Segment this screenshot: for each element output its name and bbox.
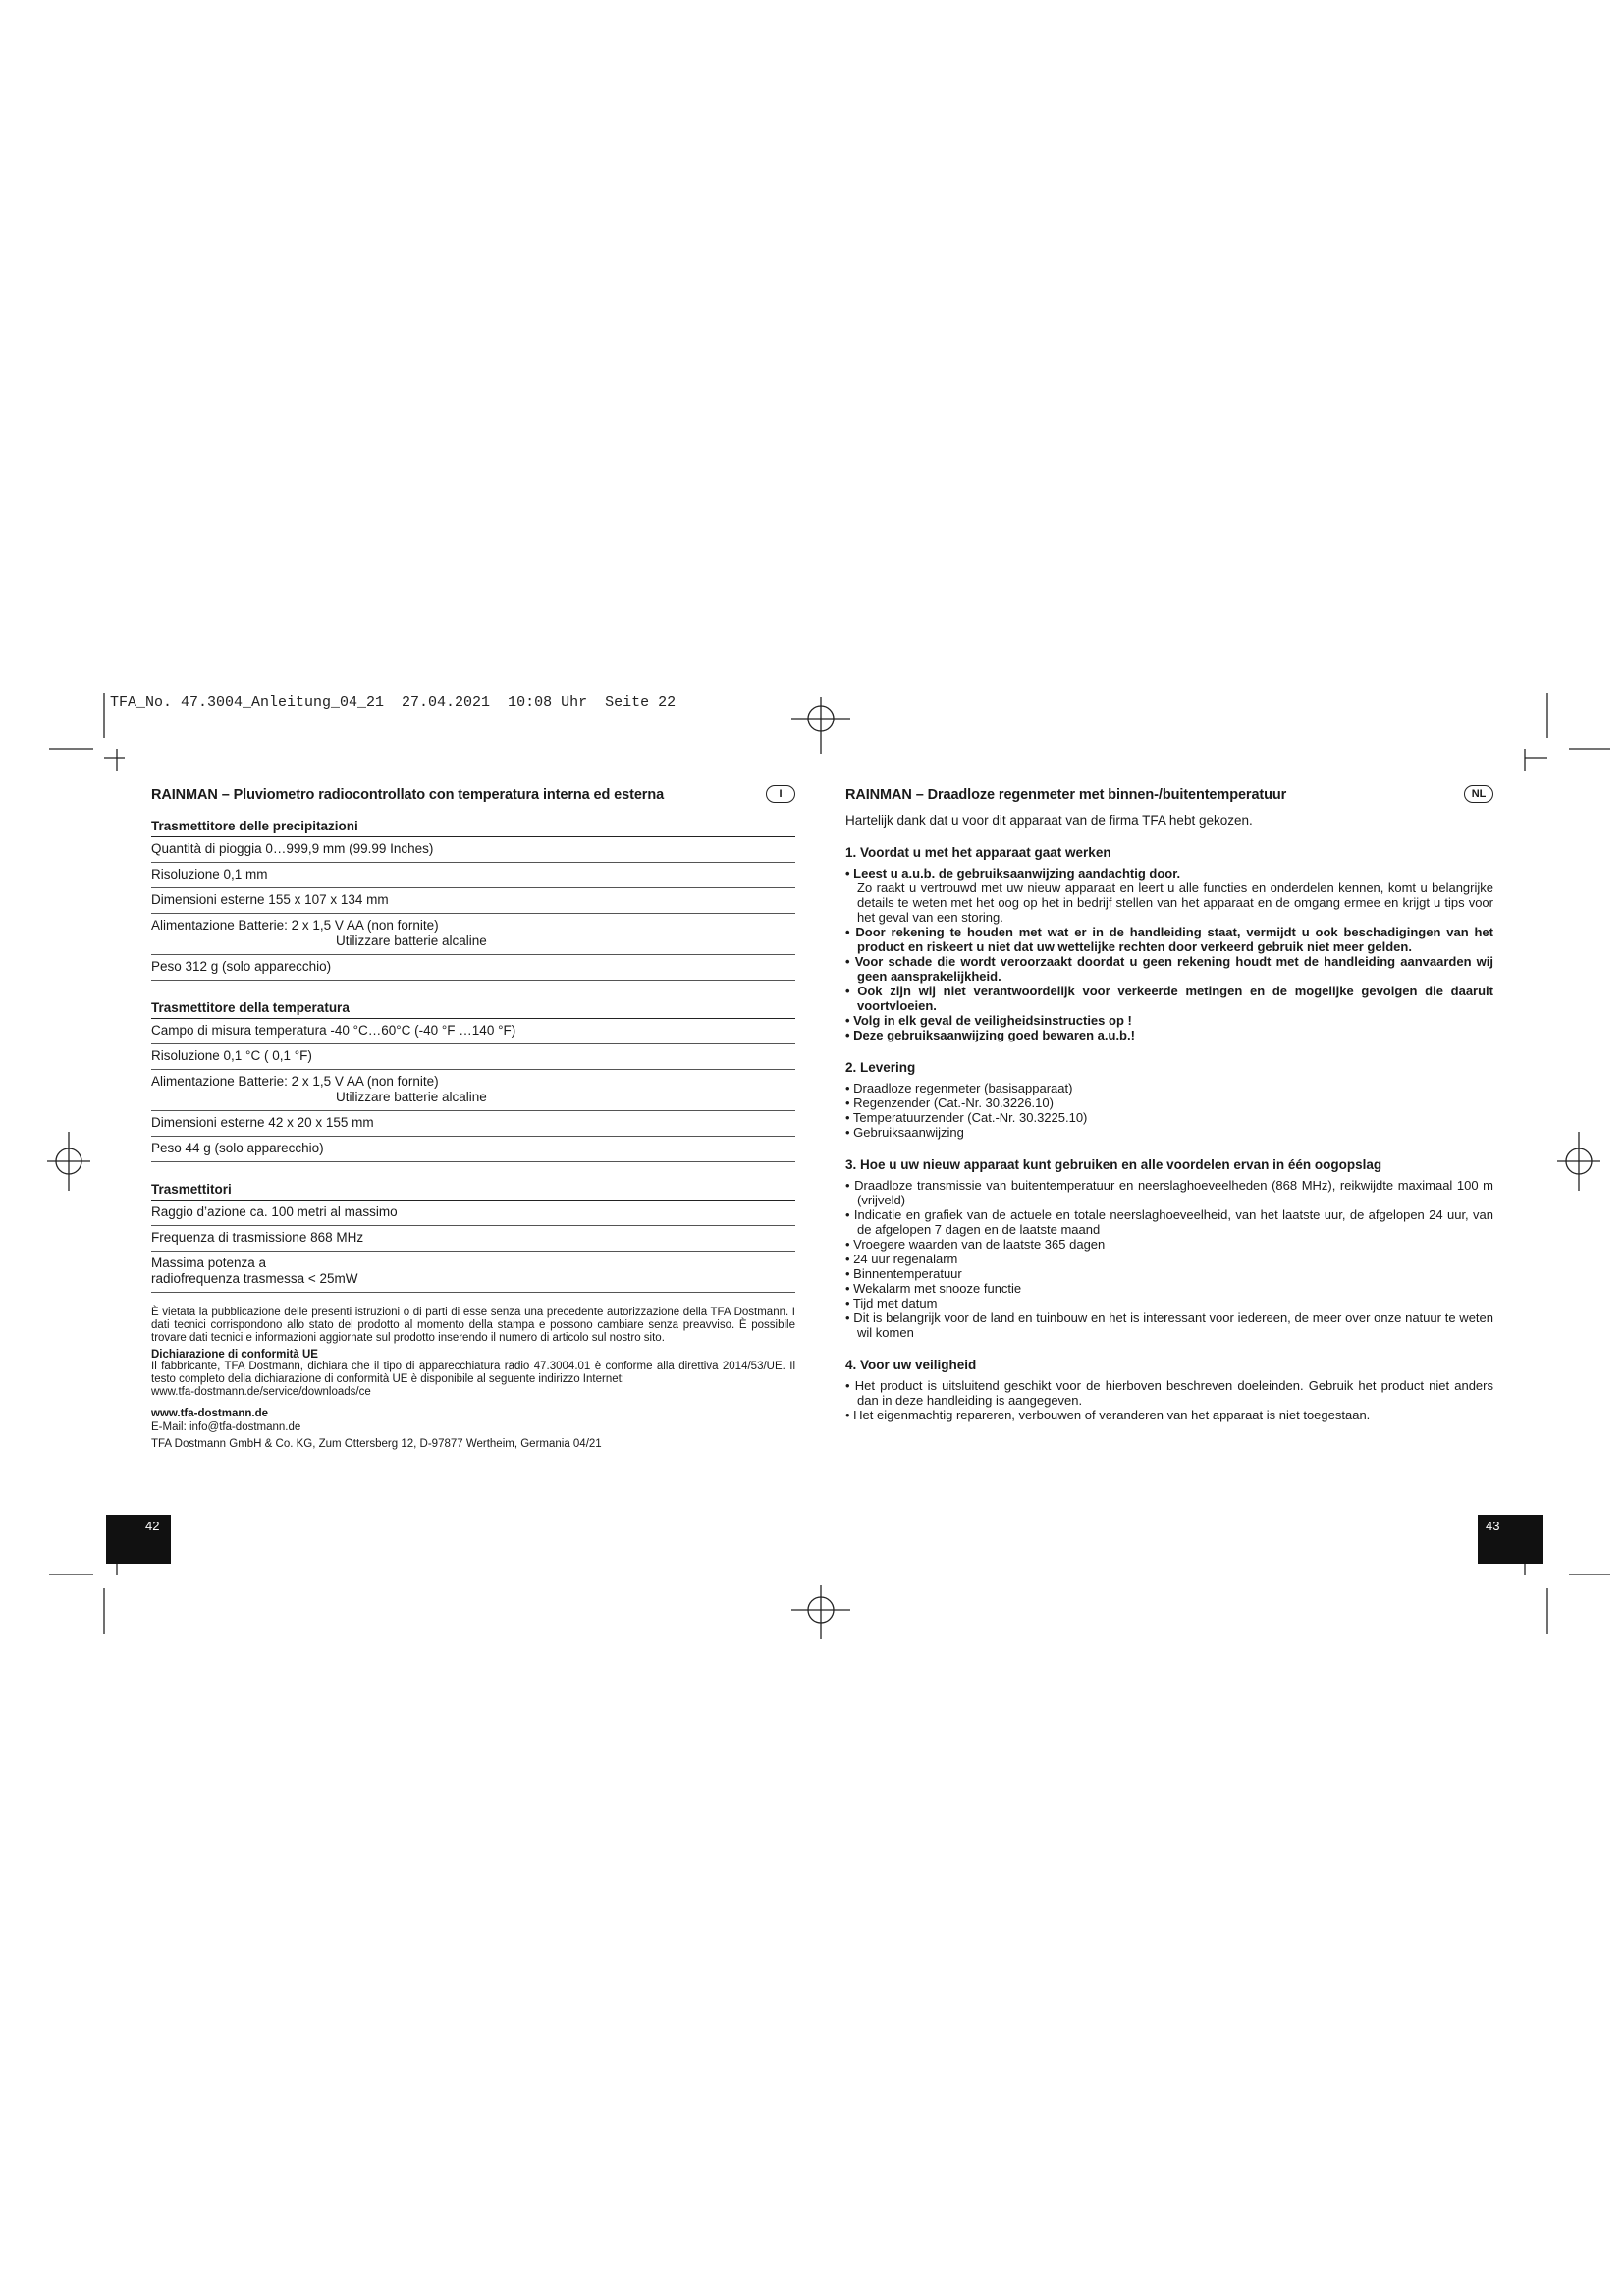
list-item: • Volg in elk geval de veiligheidsinstructies op ! <box>845 1013 1132 1028</box>
page-number: 43 <box>1486 1519 1500 1533</box>
legal-note: È vietata la pubblicazione delle presenti istruzioni o di parti di esse senza una precedente autorizzazione della TFA Dostmann. I dati tecnici corrispondono allo stato del prodotto al momento della stampa e possono cambiare senza preavviso. È possibile trovare dati tecnici e informazioni aggiornate sul prodotto inserendo il numero di articolo sul nostro sito. <box>151 1307 795 1344</box>
spec-row: Peso 44 g (solo apparecchio) <box>151 1137 795 1162</box>
spec-row: Dimensioni esterne 42 x 20 x 155 mm <box>151 1111 795 1137</box>
spec-row: Peso 312 g (solo apparecchio) <box>151 955 795 981</box>
list-item: • Regenzender (Cat.-Nr. 30.3226.10) <box>845 1095 1054 1110</box>
list-item: • Leest u a.u.b. de gebruiksaanwijzing aandachtig door. Zo raakt u vertrouwd met uw nieuw apparaat en leert u alle functies en onderdelen kennen, komt u belangrijke details te weten met het oog op het in bedrijf stellen van het apparaat en de omgang ermee en krijgt u tips voor het geval van een storing. <box>845 866 1493 925</box>
section-heading: Trasmettitore delle precipitazioni <box>151 819 795 837</box>
email-link[interactable]: E-Mail: info@tfa-dostmann.de <box>151 1421 301 1433</box>
spec-row: Risoluzione 0,1 °C ( 0,1 °F) <box>151 1044 795 1070</box>
page-number: 42 <box>145 1519 160 1533</box>
dutch-column <box>845 787 1493 1422</box>
list-item: • Vroegere waarden van de laatste 365 dagen <box>845 1237 1106 1252</box>
spec-row: Quantità di pioggia 0…999,9 mm (99.99 Inches) <box>151 837 795 863</box>
list-item: • Ook zijn wij niet verantwoordelijk voor verkeerde metingen en de mogelijke gevolgen die daaruit voortvloeien. <box>845 984 1493 1013</box>
list-item: • Binnentemperatuur <box>845 1266 962 1281</box>
list-item: • Gebruiksaanwijzing <box>845 1125 964 1140</box>
list-item: • Draadloze transmissie van buitentemperatuur en neerslaghoeveelheden (868 MHz), reikwijdte maximaal 100 m (vrijveld) <box>845 1178 1493 1207</box>
italian-title: RAINMAN – Pluviometro radiocontrollato con temperatura interna ed esterna I <box>151 787 795 809</box>
section-heading: Trasmettitori <box>151 1182 795 1201</box>
list-item: • Deze gebruiksaanwijzing goed bewaren a.u.b.! <box>845 1028 1135 1042</box>
list-item: • Wekalarm met snooze functie <box>845 1281 1022 1296</box>
list-item: • Voor schade die wordt veroorzaakt doordat u geen rekening houdt met de handleiding aanvaarden wij geen aansprakelijkheid. <box>845 954 1493 984</box>
section-heading: Trasmettitore della temperatura <box>151 1000 795 1019</box>
list-item: • Temperatuurzender (Cat.-Nr. 30.3225.10) <box>845 1110 1088 1125</box>
spec-row: Alimentazione Batterie: 2 x 1,5 V AA (non fornite) Utilizzare batterie alcaline <box>151 1070 795 1111</box>
website-link[interactable]: www.tfa-dostmann.de <box>151 1408 269 1419</box>
list-item: • Het product is uitsluitend geschikt voor de hierboven beschreven doeleinden. Gebruik het product niet anders dan in deze handleiding is aangegeven. <box>845 1378 1493 1408</box>
conformity-text: Il fabbricante, TFA Dostmann, dichiara che il tipo di apparecchiatura radio 47.3004.01 è conforme alla direttiva 2014/53/UE. Il testo completo della dichiarazione di conformità UE è disponibile al seguente indirizzo Internet: <box>151 1361 795 1385</box>
print-slug: TFA_No. 47.3004_Anleitung_04_21 27.04.2021 10:08 Uhr Seite 22 <box>110 694 677 711</box>
company-address: TFA Dostmann GmbH & Co. KG, Zum Ottersberg 12, D-97877 Wertheim, Germania 04/21 <box>151 1438 602 1450</box>
section-heading: 1. Voordat u met het apparaat gaat werken <box>845 845 1111 860</box>
page-number-box-left <box>106 1515 171 1564</box>
spec-row: Massima potenza a radiofrequenza trasmessa < 25mW <box>151 1252 795 1293</box>
language-badge: NL <box>1464 785 1493 803</box>
list-item: • 24 uur regenalarm <box>845 1252 958 1266</box>
section-heading: 3. Hoe u uw nieuw apparaat kunt gebruiken en alle voordelen ervan in één oogopslag <box>845 1157 1382 1172</box>
list-item: • Indicatie en grafiek van de actuele en totale neerslaghoeveelheid, van het laatste uur, de afgelopen 24 uur, van de afgelopen 7 dagen en de laatste maand <box>845 1207 1493 1237</box>
section-heading: 4. Voor uw veiligheid <box>845 1358 977 1372</box>
language-badge: I <box>766 785 795 803</box>
spec-row: Dimensioni esterne 155 x 107 x 134 mm <box>151 888 795 914</box>
list-item: • Het eigenmachtig repareren, verbouwen of veranderen van het apparaat is niet toegestaan. <box>845 1408 1371 1422</box>
spec-row: Frequenza di trasmissione 868 MHz <box>151 1226 795 1252</box>
list-item: • Dit is belangrijk voor de land en tuinbouw en het is interessant voor iedereen, de meer over onze natuur te weten wil komen <box>845 1310 1493 1340</box>
spec-row: Campo di misura temperatura -40 °C…60°C (-40 °F …140 °F) <box>151 1019 795 1044</box>
spec-row: Risoluzione 0,1 mm <box>151 863 795 888</box>
italian-column <box>151 787 795 1451</box>
intro-text: Hartelijk dank dat u voor dit apparaat van de firma TFA hebt gekozen. <box>845 813 1253 828</box>
page-number-box-right <box>1478 1515 1543 1564</box>
spec-row: Alimentazione Batterie: 2 x 1,5 V AA (non fornite) Utilizzare batterie alcaline <box>151 914 795 955</box>
dutch-title: RAINMAN – Draadloze regenmeter met binnen-/buitentemperatuur NL <box>845 787 1493 809</box>
conformity-url[interactable]: www.tfa-dostmann.de/service/downloads/ce <box>151 1386 371 1398</box>
conformity-heading: Dichiarazione di conformità UE <box>151 1349 318 1361</box>
list-item: • Door rekening te houden met wat er in de handleiding staat, vermijdt u ook beschadigingen van het product en riskeert u niet dat uw wettelijke rechten door verkeerd gebruik niet meer gelden. <box>845 925 1493 954</box>
list-item: • Tijd met datum <box>845 1296 938 1310</box>
list-item: • Draadloze regenmeter (basisapparaat) <box>845 1081 1073 1095</box>
section-heading: 2. Levering <box>845 1060 916 1075</box>
spec-row: Raggio d’azione ca. 100 metri al massimo <box>151 1201 795 1226</box>
